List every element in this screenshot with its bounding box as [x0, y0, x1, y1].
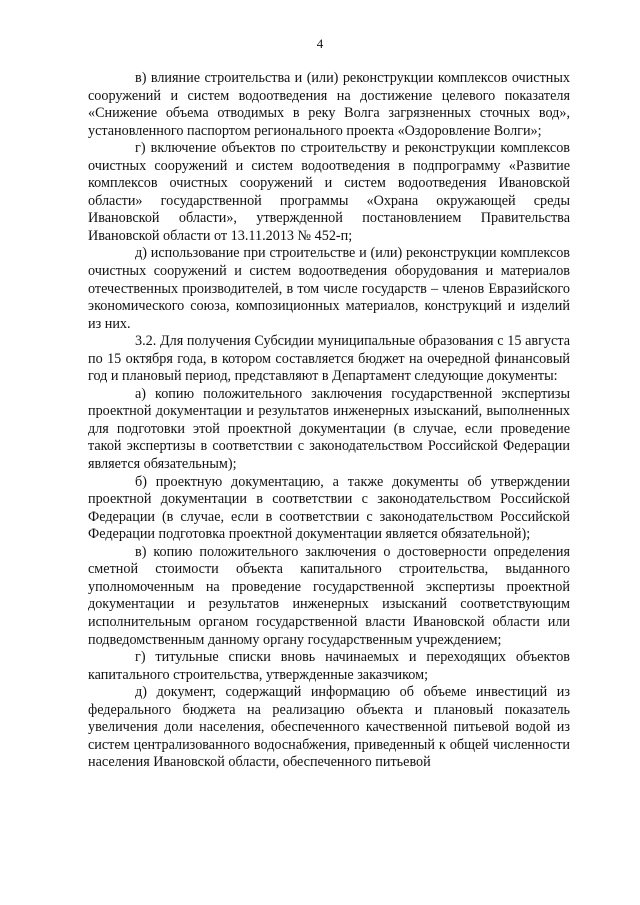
page-number: 4 [316, 36, 324, 51]
paragraph-section-3-2: 3.2. Для получения Субсидии муниципальные образования с 15 августа по 15 октября года, в котором составляется бюджет на очередной финансовый год и плановый период, представляют в Департамент следующие документы: [88, 333, 570, 385]
document-body [88, 70, 570, 772]
paragraph-criterion-v: в) влияние строительства и (или) реконструкции комплексов очистных сооружений и систем водоотведения на достижение целевого показателя «Снижение объема отводимых в реку Волга загрязненных сточных вод», установленного паспортом регионального проекта «Оздоровление Волги»; [88, 70, 570, 139]
paragraph-document-b: б) проектную документацию, а также документы об утверждении проектной документации в соответствии с законодательством Российской Федерации (в случае, если в соответствии с законодательством Российской Федерации подготовка проектной документации является обязательной); [88, 473, 570, 543]
paragraph-criterion-d: д) использование при строительстве и (или) реконструкции комплексов очистных сооружений и систем водоотведения оборудования и материалов отечественных производителей, в том числе государств – членов Евразийского экономического союза, композиционных материалов, конструкций и изделий из них. [88, 245, 570, 332]
paragraph-document-d: д) документ, содержащий информацию об объеме инвестиций из федерального бюджета на реализацию объекта и плановый показатель увеличения доли населения, обеспеченного качественной питьевой водой из систем централизованного водоснабжения, приведенный к общей численности населения Ивановской области, обеспеченного питьевой [88, 684, 570, 771]
paragraph-document-g: г) титульные списки вновь начинаемых и переходящих объектов капитального строительства, утвержденные заказчиком; [88, 649, 570, 683]
paragraph-criterion-g: г) включение объектов по строительству и реконструкции комплексов очистных сооружений и систем водоотведения в подпрограмму «Развитие комплексов очистных сооружений и систем водоотведения Ивановской области» государственной программы «Охрана окружающей среды Ивановской области», утвержденной постановлением Правительства Ивановской области от 13.11.2013 № 452-п; [88, 140, 570, 244]
paragraph-document-a: а) копию положительного заключения государственной экспертизы проектной документации и результатов инженерных изысканий, выполненных для подготовки этой проектной документации (в случае, если проведение такой экспертизы в соответствии с законодательством Российской Федерации является обязательным); [88, 385, 570, 473]
paragraph-document-v: в) копию положительного заключения о достоверности определения сметной стоимости объекта капитального строительства, выданного уполномоченным на проведение государственной экспертизы проектной документации и результатов инженерных изысканий соответствующим исполнительным органом государственной власти Ивановской области или подведомственным данному органу государственным учреждением; [88, 543, 570, 648]
